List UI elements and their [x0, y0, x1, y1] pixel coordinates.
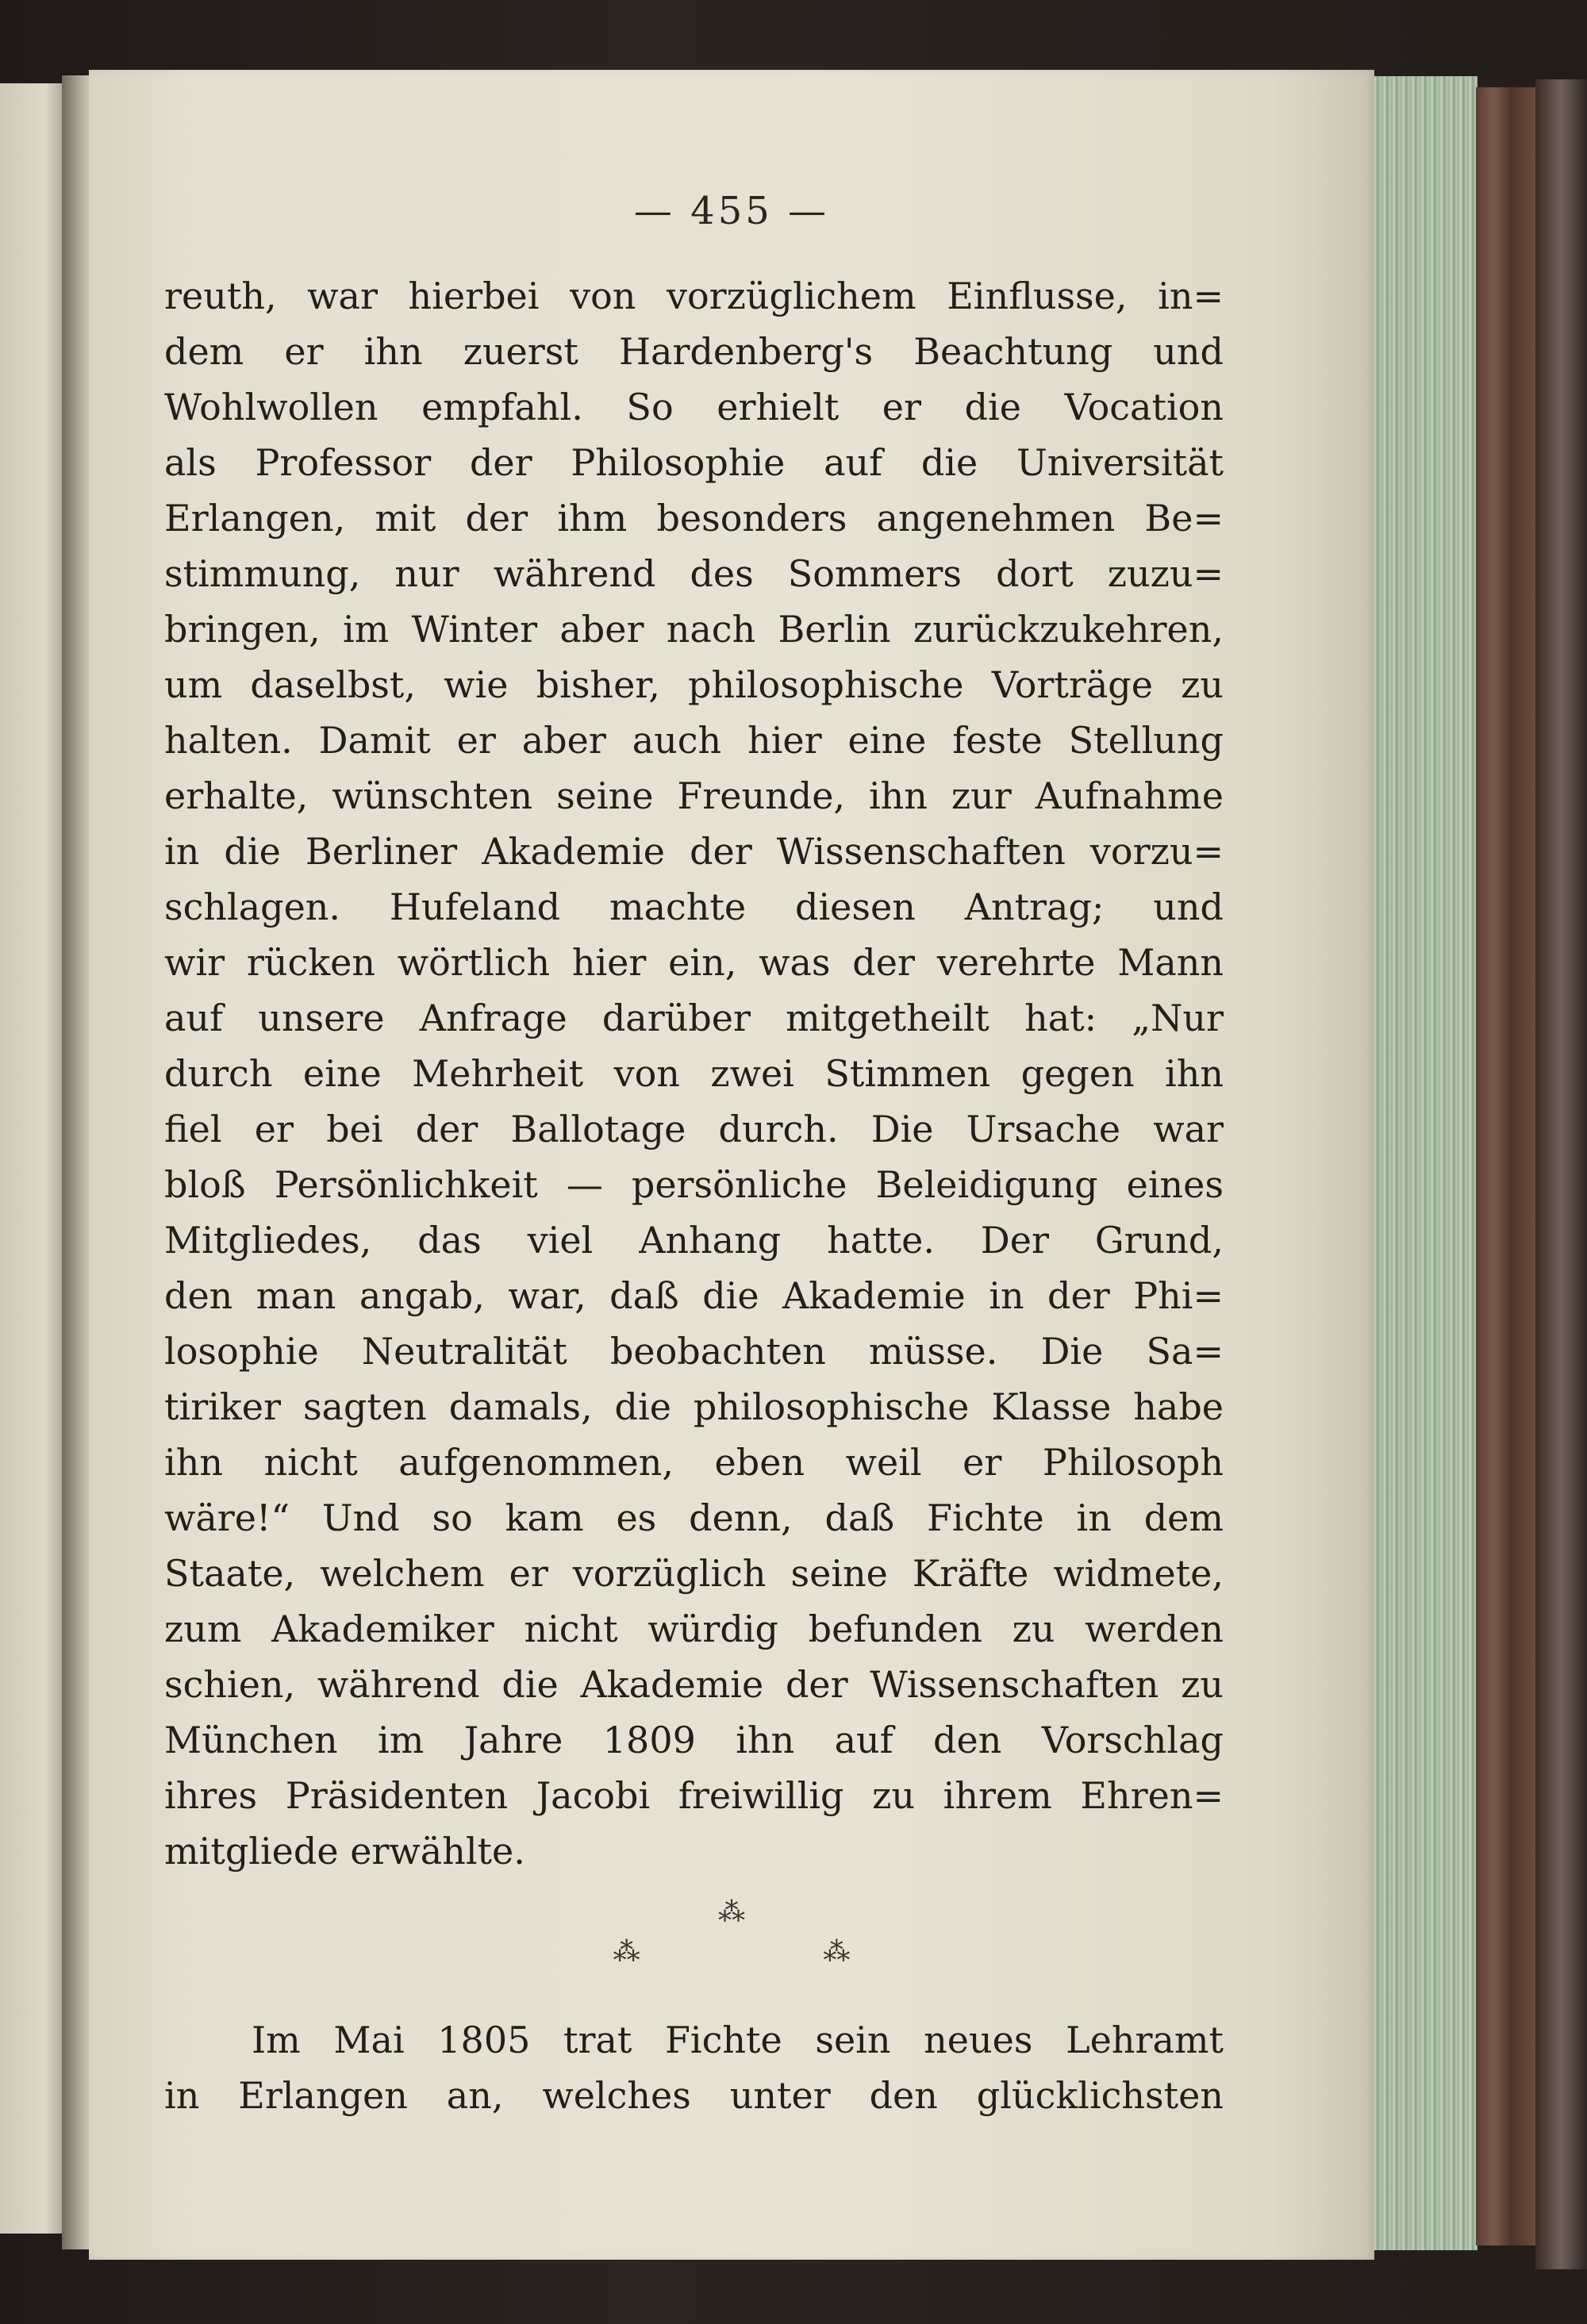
text-line: ihn nicht aufgenommen, eben weil er Philosoph	[164, 1441, 1224, 1484]
text-line: wäre!“ Und so kam es denn, daß Fichte in dem	[164, 1496, 1224, 1539]
text-line: Wohlwollen empfahl. So erhielt er die Vocation	[164, 386, 1224, 428]
text-line: losophie Neutralität beobachten müsse. Die Sa=	[164, 1330, 1224, 1373]
text-line: halten. Damit er aber auch hier eine feste Stellung	[164, 719, 1224, 762]
text-line: Erlangen, mit der ihm besonders angenehmen Be=	[164, 497, 1224, 540]
text-line: zum Akademiker nicht würdig befunden zu werden	[164, 1608, 1224, 1650]
text-line: um daselbst, wie bisher, philosophische Vorträge zu	[164, 663, 1224, 706]
body-paragraph	[164, 268, 1224, 1879]
text-line: auf unsere Anfrage darüber mitgetheilt hat: „Nur	[164, 997, 1224, 1039]
section-ornament-bottom: ⁂ ⁂	[613, 1936, 938, 1968]
text-line: durch eine Mehrheit von zwei Stimmen gegen ihn	[164, 1052, 1224, 1095]
text-line: als Professor der Philosophie auf die Universität	[164, 441, 1224, 484]
section-ornament-top: ⁂	[718, 1896, 745, 1928]
text-line: Im Mai 1805 trat Fichte sein neues Lehramt	[252, 2019, 1224, 2061]
page-block-edges	[1369, 76, 1477, 2250]
text-line: stimmung, nur während des Sommers dort zuzu=	[164, 552, 1224, 595]
page-number: — 455 —	[633, 189, 830, 233]
book-cover-outer	[1535, 79, 1587, 2269]
text-line: ihres Präsidenten Jacobi freiwillig zu ihrem Ehren=	[164, 1774, 1224, 1817]
text-line: bloß Persönlichkeit — persönliche Beleidigung eines	[164, 1163, 1224, 1206]
text-line: in Erlangen an, welches unter den glücklichsten	[164, 2074, 1224, 2117]
book-cover-edge	[1476, 87, 1535, 2245]
text-line: in die Berliner Akademie der Wissenschaften vorzu=	[164, 830, 1224, 873]
text-line: schlagen. Hufeland machte diesen Antrag; und	[164, 885, 1224, 928]
text-line: dem er ihn zuerst Hardenberg's Beachtung und	[164, 330, 1224, 373]
book-page	[89, 70, 1374, 2260]
text-line: den man angab, war, daß die Akademie in der Phi=	[164, 1274, 1224, 1317]
text-line: Staate, welchem er vorzüglich seine Kräfte widmete,	[164, 1552, 1224, 1595]
text-line: reuth, war hierbei von vorzüglichem Einflusse, in=	[164, 275, 1224, 317]
text-line: tiriker sagten damals, die philosophische Klasse habe	[164, 1385, 1224, 1428]
previous-page-edge	[0, 83, 65, 2234]
next-paragraph	[164, 2012, 1224, 2123]
text-line: fiel er bei der Ballotage durch. Die Ursache war	[164, 1108, 1224, 1150]
text-line: wir rücken wörtlich hier ein, was der verehrte Mann	[164, 941, 1224, 984]
text-line: bringen, im Winter aber nach Berlin zurückzukehren,	[164, 608, 1224, 651]
text-line: mitgliede erwählte.	[164, 1830, 525, 1873]
text-line: erhalte, wünschten seine Freunde, ihn zur Aufnahme	[164, 774, 1224, 817]
text-line: München im Jahre 1809 ihn auf den Vorschlag	[164, 1719, 1224, 1761]
text-line: Mitgliedes, das viel Anhang hatte. Der Grund,	[164, 1219, 1224, 1262]
text-line: schien, während die Akademie der Wissenschaften zu	[164, 1663, 1224, 1706]
